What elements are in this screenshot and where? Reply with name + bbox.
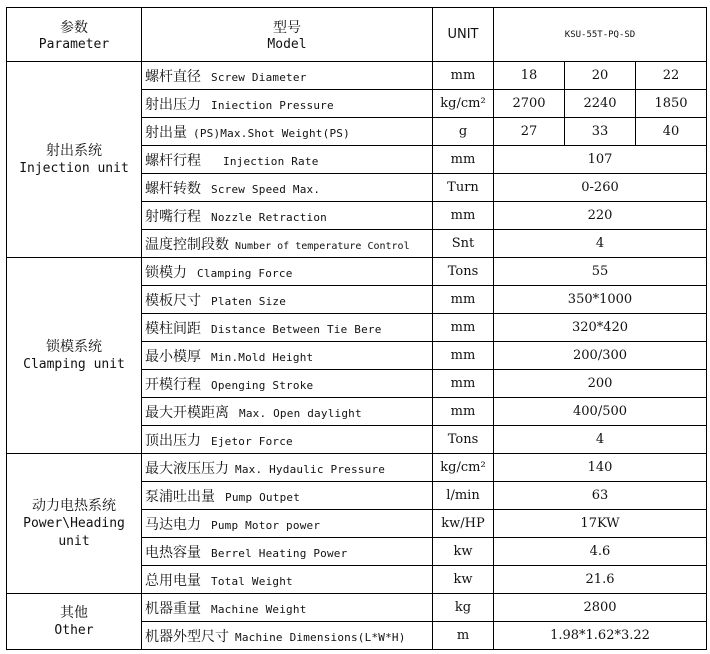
value-cell: 1.98*1.62*3.22 [494, 622, 707, 650]
unit-cell: mm [433, 62, 494, 90]
value-cell: 18 [494, 62, 565, 90]
unit-cell: kg/cm² [433, 454, 494, 482]
param-en: (PS)Max.Shot Weight(PS) [193, 126, 350, 140]
unit-cell: Turn [433, 174, 494, 202]
value-cell: 200/300 [494, 342, 707, 370]
param-zh: 射出量 [145, 124, 187, 141]
model-header [142, 8, 433, 62]
param-en: Openging Stroke [211, 378, 314, 392]
spec-table [6, 7, 707, 650]
param-pump-output [142, 482, 433, 510]
param-en: Pump Motor power [211, 518, 321, 532]
unit-cell: mm [433, 146, 494, 174]
param-temp-control [142, 230, 433, 258]
group-power-en-line2: unit [58, 533, 90, 549]
param-pump-motor [142, 510, 433, 538]
unit-cell: Snt [433, 230, 494, 258]
value-cell: 4.6 [494, 538, 707, 566]
table-row [7, 454, 707, 482]
value-cell: 1850 [636, 90, 707, 118]
param-zh: 马达电力 [145, 516, 201, 533]
value-cell: 2700 [494, 90, 565, 118]
unit-cell: mm [433, 342, 494, 370]
param-min-mold [142, 342, 433, 370]
group-injection-zh: 射出系统 [46, 142, 102, 159]
value-cell: 63 [494, 482, 707, 510]
param-hydraulic-pressure [142, 454, 433, 482]
param-en: Machine Weight [211, 602, 307, 616]
value-cell: 200 [494, 370, 707, 398]
value-cell: 55 [494, 258, 707, 286]
unit-cell: mm [433, 370, 494, 398]
group-other-en: Other [54, 622, 94, 638]
param-en: Ejetor Force [211, 434, 293, 448]
value-cell: 140 [494, 454, 707, 482]
param-platen-size [142, 286, 433, 314]
parameter-header-en: Parameter [38, 37, 110, 52]
param-en: Number of temperature Control [235, 240, 410, 252]
param-en: Max. Open daylight [239, 406, 362, 420]
param-zh: 机器外型尺寸 [145, 628, 229, 645]
unit-cell: kw/HP [433, 510, 494, 538]
param-zh: 螺杆行程 [145, 152, 201, 169]
unit-cell: g [433, 118, 494, 146]
param-screw-diameter [142, 62, 433, 90]
param-zh: 最小模厚 [145, 348, 201, 365]
param-ejector-force [142, 426, 433, 454]
group-power-zh: 动力电热系统 [32, 497, 116, 514]
param-zh: 最大开模距离 [145, 404, 229, 421]
param-injection-stroke [142, 146, 433, 174]
unit-cell: l/min [433, 482, 494, 510]
param-tie-bar [142, 314, 433, 342]
param-zh: 泵浦吐出量 [145, 488, 215, 505]
group-injection [7, 62, 142, 258]
param-en: Screw Diameter [211, 70, 307, 84]
param-en: Min.Mold Height [211, 350, 314, 364]
value-cell: 4 [494, 230, 707, 258]
param-zh: 螺杆直径 [145, 68, 201, 85]
param-en: Iniection Pressure [211, 98, 334, 112]
param-open-daylight [142, 398, 433, 426]
parameter-header [7, 8, 142, 62]
param-zh: 电热容量 [145, 544, 201, 561]
group-power-en-line1: Power\Heading [23, 515, 125, 531]
group-clamping [7, 258, 142, 454]
unit-cell: kw [433, 538, 494, 566]
param-zh: 模柱间距 [145, 320, 201, 337]
param-zh: 总用电量 [145, 572, 201, 589]
param-zh: 开模行程 [145, 376, 201, 393]
param-en: Total Weight [211, 574, 293, 588]
param-zh: 顶出压力 [145, 432, 201, 449]
value-cell: 350*1000 [494, 286, 707, 314]
param-en: Max. Hydaulic Pressure [235, 462, 386, 476]
param-open-stroke [142, 370, 433, 398]
value-cell: 2800 [494, 594, 707, 622]
unit-cell: Tons [433, 258, 494, 286]
param-screw-speed [142, 174, 433, 202]
param-en: Berrel Heating Power [211, 546, 348, 560]
unit-cell: mm [433, 314, 494, 342]
param-machine-weight [142, 594, 433, 622]
group-other [7, 594, 142, 650]
header-row [7, 8, 707, 62]
param-zh: 锁模力 [145, 264, 187, 281]
value-cell: 400/500 [494, 398, 707, 426]
value-cell: 320*420 [494, 314, 707, 342]
unit-cell: kg/cm² [433, 90, 494, 118]
unit-cell: Tons [433, 426, 494, 454]
table-row [7, 594, 707, 622]
table-row [7, 258, 707, 286]
param-zh: 模板尺寸 [145, 292, 201, 309]
param-zh: 螺杆转数 [145, 180, 201, 197]
model-header-en: Model [267, 37, 307, 52]
value-cell: 2240 [565, 90, 636, 118]
param-en: Pump Outpet [225, 490, 301, 504]
param-zh: 射出压力 [145, 96, 201, 113]
param-zh: 射嘴行程 [145, 208, 201, 225]
param-machine-dimensions [142, 622, 433, 650]
unit-cell: mm [433, 398, 494, 426]
param-zh: 最大液压压力 [145, 460, 229, 477]
value-cell: 20 [565, 62, 636, 90]
param-en: Platen Size [211, 294, 287, 308]
param-en: Nozzle Retraction [211, 210, 327, 224]
value-cell: 4 [494, 426, 707, 454]
parameter-header-zh: 参数 [60, 20, 88, 36]
value-cell: 17KW [494, 510, 707, 538]
model-header-zh: 型号 [273, 20, 301, 36]
param-en: Machine Dimensions(L*W*H) [235, 630, 406, 644]
unit-cell: kg [433, 594, 494, 622]
value-cell: 22 [636, 62, 707, 90]
param-nozzle-retraction [142, 202, 433, 230]
param-en: Distance Between Tie Bere [211, 322, 382, 336]
param-shot-weight [142, 118, 433, 146]
group-injection-en: Injection unit [19, 160, 129, 176]
value-cell: 107 [494, 146, 707, 174]
param-en: Screw Speed Max. [211, 182, 321, 196]
value-cell: 21.6 [494, 566, 707, 594]
unit-header: UNIT [433, 8, 494, 62]
param-barrel-heating [142, 538, 433, 566]
group-clamping-en: Clamping unit [23, 356, 125, 372]
unit-cell: mm [433, 286, 494, 314]
model-code: KSU-55T-PQ-SD [494, 8, 707, 62]
value-cell: 0-260 [494, 174, 707, 202]
group-clamping-zh: 锁模系统 [46, 338, 102, 355]
value-cell: 33 [565, 118, 636, 146]
group-other-zh: 其他 [60, 604, 88, 621]
unit-cell: m [433, 622, 494, 650]
param-zh: 温度控制段数 [145, 236, 229, 253]
param-en: Injection Rate [223, 154, 319, 168]
value-cell: 27 [494, 118, 565, 146]
param-injection-pressure [142, 90, 433, 118]
value-cell: 220 [494, 202, 707, 230]
group-power [7, 454, 142, 594]
param-total-power [142, 566, 433, 594]
table-row [7, 62, 707, 90]
value-cell: 40 [636, 118, 707, 146]
unit-cell: kw [433, 566, 494, 594]
param-clamping-force [142, 258, 433, 286]
param-en: Clamping Force [197, 266, 293, 280]
unit-cell: mm [433, 202, 494, 230]
param-zh: 机器重量 [145, 600, 201, 617]
